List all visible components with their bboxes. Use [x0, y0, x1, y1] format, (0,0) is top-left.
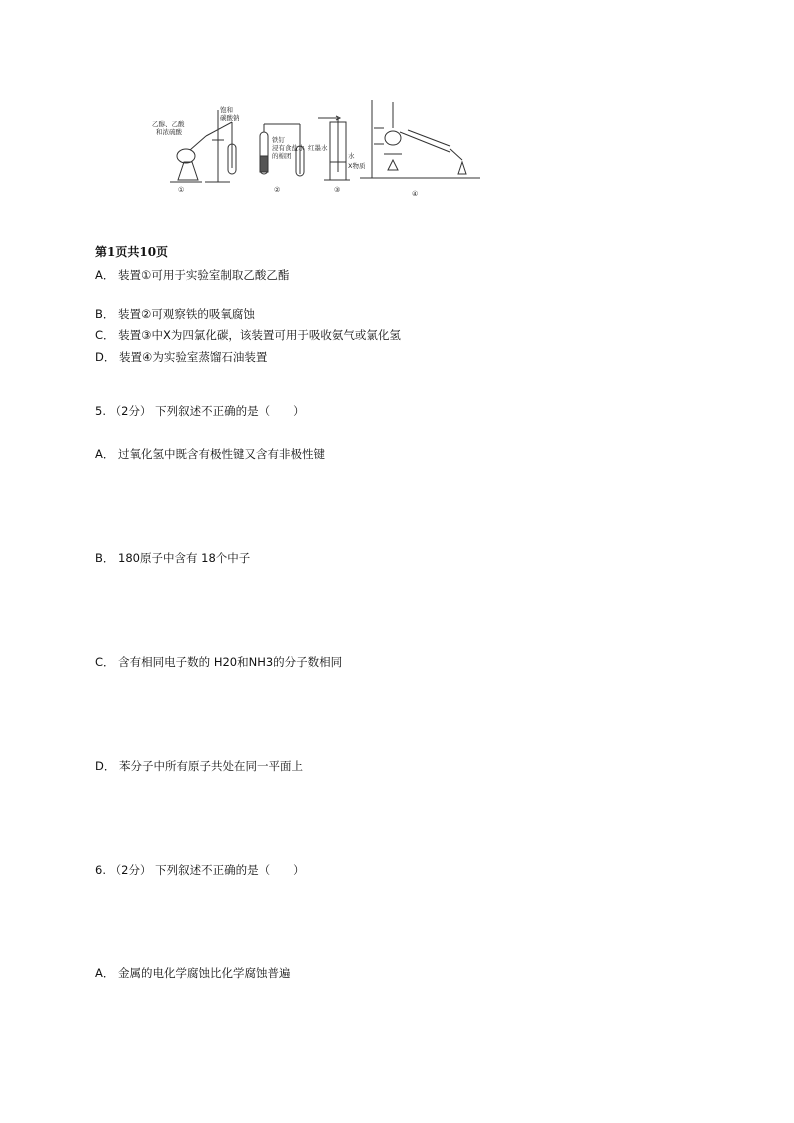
- app3-label-1: 水: [348, 152, 355, 160]
- app2-label-2: 浸有食盐水: [272, 144, 305, 152]
- apparatus-4-distillation: [360, 100, 480, 178]
- app1-label-1: 乙醇、乙酸: [152, 120, 185, 128]
- app1-label-right-1: 饱和: [220, 106, 233, 114]
- q5-option-b: B． 180原子中含有 18个中子: [95, 551, 251, 565]
- q5-option-d: D． 苯分子中所有原子共处在同一平面上: [95, 759, 304, 773]
- q5-option-c: C． 含有相同电子数的 H20和NH3的分子数相同: [95, 655, 343, 669]
- q5-stem: 5. （2分） 下列叙述不正确的是（ ）: [95, 404, 305, 418]
- app3-label-2: X物质: [348, 162, 366, 170]
- app2-label-right: 红墨水: [308, 144, 328, 152]
- q6-option-a: A． 金属的电化学腐蚀比化学腐蚀普遍: [95, 966, 291, 980]
- q4-option-a: A． 装置①可用于实验室制取乙酸乙酯: [95, 268, 290, 282]
- app1-label-2: 和浓硫酸: [156, 128, 182, 136]
- app3-number: ③: [334, 186, 341, 194]
- q6-stem: 6. （2分） 下列叙述不正确的是（ ）: [95, 863, 305, 877]
- app2-number: ②: [274, 186, 281, 194]
- app1-label-right-2: 碳酸钠: [220, 114, 240, 122]
- app4-number: ④: [412, 190, 419, 198]
- app2-label-1: 铁钉: [272, 136, 285, 144]
- app2-label-3: 的棉团: [272, 152, 292, 160]
- app1-number: ①: [178, 186, 185, 194]
- q4-option-d: D． 装置④为实验室蒸馏石油装置: [95, 350, 268, 364]
- q4-option-b: B． 装置②可观察铁的吸氧腐蚀: [95, 307, 255, 321]
- apparatus-figure: [150, 100, 486, 198]
- q5-option-a: A． 过氧化氢中既含有极性键又含有非极性键: [95, 447, 326, 461]
- page-header: 第1页共10页: [95, 245, 169, 259]
- q4-option-c: C． 装置③中X为四氯化碳，该装置可用于吸收氨气或氯化氢: [95, 328, 401, 342]
